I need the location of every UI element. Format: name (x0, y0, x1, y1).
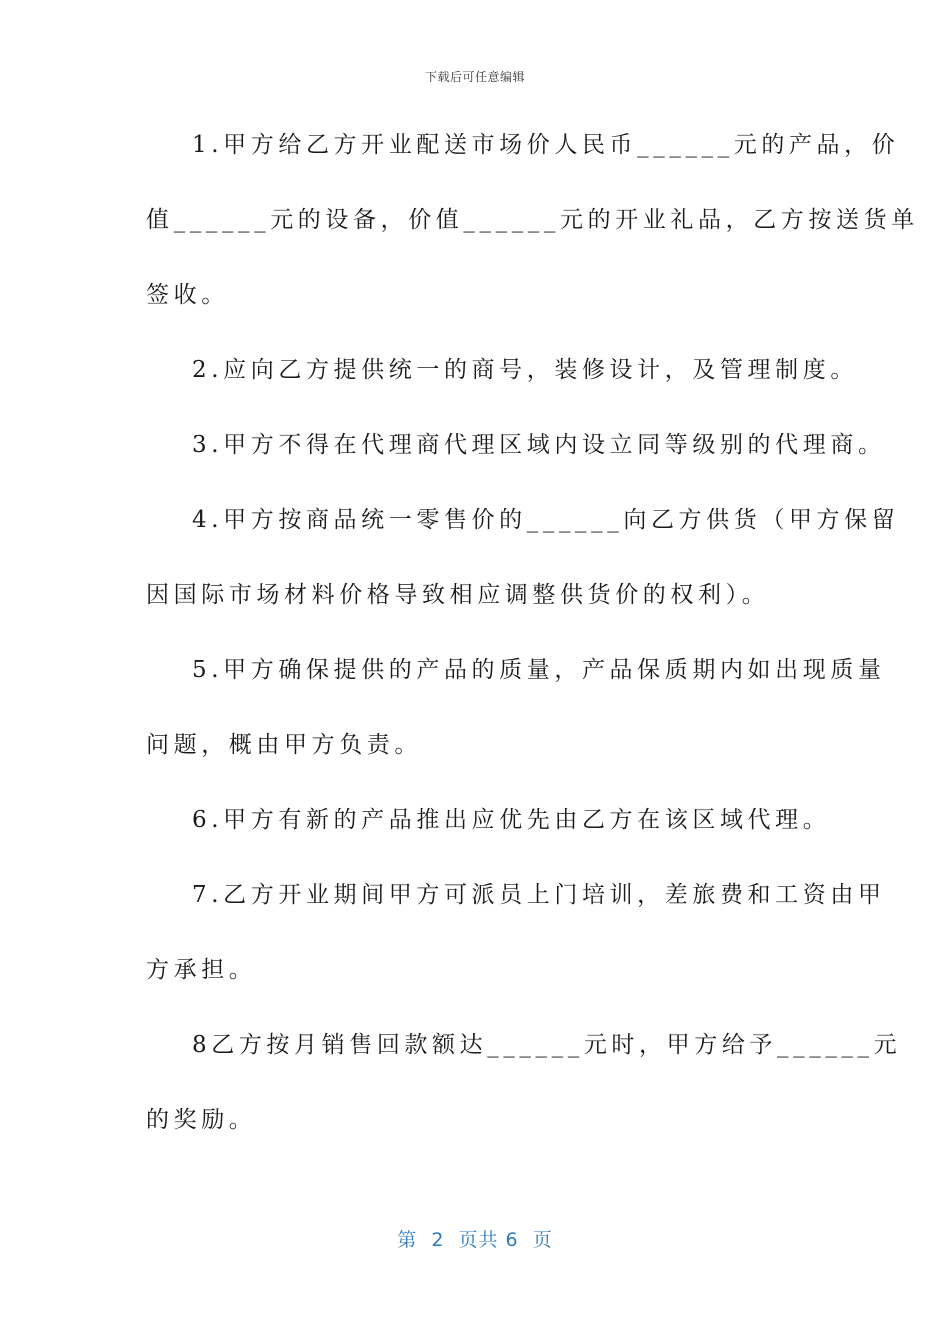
clause-7-line-2: 方承担。 (146, 957, 257, 983)
clause-3: 3.甲方不得在代理商代理区域内设立同等级别的代理商。 (192, 432, 886, 458)
document-body (146, 122, 919, 1172)
clause-4-line-2: 因国际市场材料价格导致相应调整供货价的权利）。 (146, 582, 770, 608)
clause-5-line-2: 问题，概由甲方负责。 (146, 732, 422, 758)
clause-4-line-1: 4.甲方按商品统一零售价的______向乙方供货（甲方保留 (192, 507, 900, 533)
page-number: 第 2 页共 6 页 (397, 1229, 553, 1251)
clause-1-line-2: 值______元的设备，价值______元的开业礼品，乙方按送货单 (146, 207, 919, 233)
clause-8-line-1: 8乙方按月销售回款额达______元时，甲方给予______元 (192, 1032, 902, 1058)
clause-8-line-2: 的奖励。 (146, 1107, 257, 1133)
clause-5-line-1: 5.甲方确保提供的产品的质量，产品保质期内如出现质量 (192, 657, 886, 683)
clause-1-line-3: 签收。 (146, 282, 229, 308)
clause-1-line-1: 1.甲方给乙方开业配送市场价人民币______元的产品，价 (192, 132, 900, 158)
clause-2: 2.应向乙方提供统一的商号，装修设计，及管理制度。 (192, 357, 858, 383)
clause-6: 6.甲方有新的产品推出应优先由乙方在该区域代理。 (192, 807, 831, 833)
header-note: 下载后可任意编辑 (424, 70, 525, 84)
clause-7-line-1: 7.乙方开业期间甲方可派员上门培训，差旅费和工资由甲 (192, 882, 886, 908)
